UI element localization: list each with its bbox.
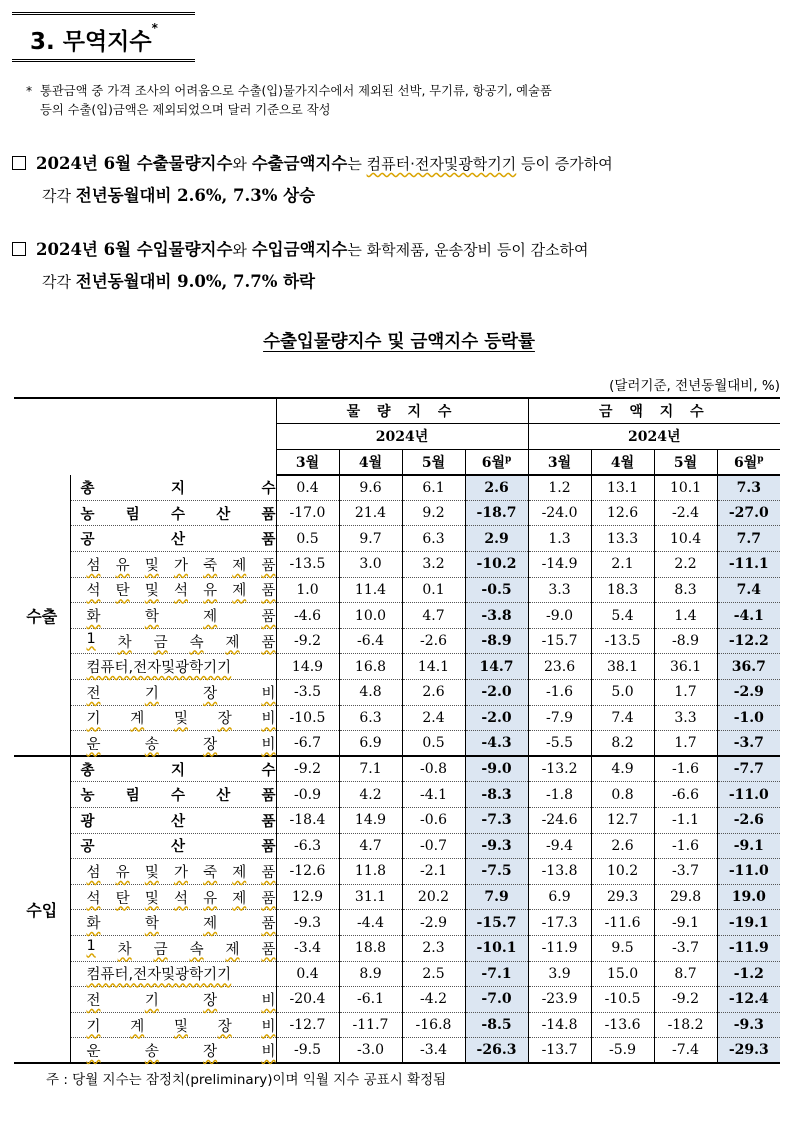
row-label: 화 학 제 품 <box>70 910 276 936</box>
volume-cell: -6.4 <box>339 628 402 654</box>
row-label: 농 림 수 산 품 <box>70 782 276 808</box>
value-cell: 1.7 <box>654 731 717 757</box>
bullet-line-2: 각각 전년동월대비 9.0%, 7.7% 하락 <box>42 272 316 291</box>
value-cell: -7.7 <box>717 756 780 782</box>
volume-index-header: 물 량 지 수 <box>276 398 528 424</box>
volume-cell: 1.0 <box>276 577 339 603</box>
value-cell: -3.7 <box>717 731 780 757</box>
value-cell: 38.1 <box>591 654 654 680</box>
value-year-header: 2024년 <box>528 424 780 450</box>
table-row <box>14 1012 780 1038</box>
row-label: 화 학 제 품 <box>70 603 276 629</box>
volume-cell: -0.5 <box>465 577 528 603</box>
volume-cell: -9.3 <box>276 910 339 936</box>
volume-cell: 31.1 <box>339 884 402 910</box>
volume-cell: 2.6 <box>402 680 465 706</box>
value-cell: 3.3 <box>528 577 591 603</box>
volume-cell: -2.0 <box>465 680 528 706</box>
volume-cell: -8.3 <box>465 782 528 808</box>
table-row <box>14 526 780 552</box>
value-cell: 8.3 <box>654 577 717 603</box>
value-cell: -27.0 <box>717 500 780 526</box>
value-cell: 18.3 <box>591 577 654 603</box>
volume-cell: 8.9 <box>339 961 402 987</box>
table-row <box>14 987 780 1013</box>
volume-cell: -3.5 <box>276 680 339 706</box>
value-cell: -29.3 <box>717 1038 780 1064</box>
row-label: 농 림 수 산 품 <box>70 500 276 526</box>
row-label: 컴퓨터,전자및광학기기 <box>70 654 276 680</box>
row-label: 석 탄 및 석 유 제 품 <box>70 577 276 603</box>
volume-cell: 14.9 <box>276 654 339 680</box>
volume-cell: -2.1 <box>402 859 465 885</box>
value-cell: 5.4 <box>591 603 654 629</box>
value-cell: -11.0 <box>717 782 780 808</box>
row-label: 총 지 수 <box>70 756 276 782</box>
value-cell: -1.8 <box>528 782 591 808</box>
value-cell: -12.2 <box>717 628 780 654</box>
volume-cell: -20.4 <box>276 987 339 1013</box>
value-cell: -2.4 <box>654 500 717 526</box>
value-cell: -3.7 <box>654 859 717 885</box>
table-row <box>14 1038 780 1064</box>
section-title-mark: * <box>151 21 158 35</box>
value-cell: -24.0 <box>528 500 591 526</box>
value-cell: -11.0 <box>717 859 780 885</box>
volume-cell: -3.4 <box>276 935 339 961</box>
volume-cell: -4.6 <box>276 603 339 629</box>
bullet-line-1: 2024년 6월 수입물량지수와 수입금액지수는 화학제품, 운송장비 등이 감소하여 <box>12 234 788 266</box>
checkbox-square-icon <box>12 156 26 170</box>
value-cell: -18.2 <box>654 1012 717 1038</box>
table-row <box>14 833 780 859</box>
value-cell: -9.1 <box>654 910 717 936</box>
volume-cell: -9.5 <box>276 1038 339 1064</box>
value-cell: -23.9 <box>528 987 591 1013</box>
note-line-2: 등의 수출(입)금액은 제외되었으며 달러 기준으로 작성 <box>40 103 331 117</box>
value-cell: 7.3 <box>717 475 780 501</box>
table-row <box>14 603 780 629</box>
volume-month-header: 6월$^p$ <box>465 449 528 475</box>
value-cell: -19.1 <box>717 910 780 936</box>
value-cell: 2.1 <box>591 552 654 578</box>
value-cell: -1.6 <box>654 756 717 782</box>
value-cell: 23.6 <box>528 654 591 680</box>
value-cell: -13.2 <box>528 756 591 782</box>
value-cell: 1.2 <box>528 475 591 501</box>
value-cell: 9.5 <box>591 935 654 961</box>
value-cell: -11.9 <box>717 935 780 961</box>
volume-cell: -16.8 <box>402 1012 465 1038</box>
row-label: 공 산 품 <box>70 526 276 552</box>
note-line-1: 통관금액 중 가격 조사의 어려움으로 수출(입)물가지수에서 제외된 선박, 무기류, 항공기, 예술품 <box>40 84 552 98</box>
volume-cell: -4.4 <box>339 910 402 936</box>
group-label: 수입 <box>14 756 70 1063</box>
volume-cell: 2.4 <box>402 705 465 731</box>
value-cell: 13.1 <box>591 475 654 501</box>
volume-cell: 20.2 <box>402 884 465 910</box>
value-cell: -15.7 <box>528 628 591 654</box>
value-month-header: 3월 <box>528 449 591 475</box>
value-cell: 12.6 <box>591 500 654 526</box>
volume-cell: 4.7 <box>339 833 402 859</box>
volume-cell: -7.1 <box>465 961 528 987</box>
volume-cell: -2.6 <box>402 628 465 654</box>
volume-cell: 11.8 <box>339 859 402 885</box>
volume-cell: -6.1 <box>339 987 402 1013</box>
volume-cell: -26.3 <box>465 1038 528 1064</box>
volume-cell: -0.7 <box>402 833 465 859</box>
row-label: 석 탄 및 석 유 제 품 <box>70 884 276 910</box>
volume-cell: 6.3 <box>402 526 465 552</box>
row-label: 1 차 금 속 제 품 <box>70 935 276 961</box>
row-label: 섬 유 및 가 죽 제 품 <box>70 859 276 885</box>
value-cell: -14.8 <box>528 1012 591 1038</box>
volume-cell: 7.9 <box>465 884 528 910</box>
volume-cell: -7.0 <box>465 987 528 1013</box>
volume-cell: 0.4 <box>276 961 339 987</box>
volume-cell: 2.9 <box>465 526 528 552</box>
volume-cell: 10.0 <box>339 603 402 629</box>
value-cell: 8.7 <box>654 961 717 987</box>
table-row <box>14 577 780 603</box>
checkbox-square-icon <box>12 242 26 256</box>
value-cell: 7.4 <box>591 705 654 731</box>
value-cell: -17.3 <box>528 910 591 936</box>
volume-cell: -12.7 <box>276 1012 339 1038</box>
summary-bullet-export <box>12 148 788 212</box>
row-label: 전 기 장 비 <box>70 680 276 706</box>
volume-cell: 3.2 <box>402 552 465 578</box>
row-label: 기 계 및 장 비 <box>70 1012 276 1038</box>
table-row <box>14 859 780 885</box>
value-cell: 7.7 <box>717 526 780 552</box>
volume-cell: -3.8 <box>465 603 528 629</box>
value-cell: -5.5 <box>528 731 591 757</box>
table-row <box>14 782 780 808</box>
volume-cell: 3.0 <box>339 552 402 578</box>
volume-cell: 14.7 <box>465 654 528 680</box>
volume-cell: -6.7 <box>276 731 339 757</box>
value-cell: 36.7 <box>717 654 780 680</box>
volume-cell: -8.5 <box>465 1012 528 1038</box>
volume-cell: -6.3 <box>276 833 339 859</box>
volume-cell: 9.7 <box>339 526 402 552</box>
volume-cell: 0.5 <box>276 526 339 552</box>
preliminary-mark: p <box>505 454 512 465</box>
table-row <box>14 961 780 987</box>
volume-cell: 2.5 <box>402 961 465 987</box>
volume-cell: 14.1 <box>402 654 465 680</box>
volume-cell: -2.0 <box>465 705 528 731</box>
value-cell: -13.5 <box>591 628 654 654</box>
volume-cell: -4.2 <box>402 987 465 1013</box>
row-label: 1 차 금 속 제 품 <box>70 628 276 654</box>
value-cell: -1.0 <box>717 705 780 731</box>
section-heading <box>12 12 195 62</box>
table-row <box>14 628 780 654</box>
volume-cell: -8.9 <box>465 628 528 654</box>
volume-cell: -3.4 <box>402 1038 465 1064</box>
volume-cell: -3.0 <box>339 1038 402 1064</box>
value-cell: 12.7 <box>591 808 654 834</box>
value-cell: 10.1 <box>654 475 717 501</box>
volume-cell: -9.2 <box>276 756 339 782</box>
volume-cell: -9.2 <box>276 628 339 654</box>
value-month-header: 6월$^p$ <box>717 449 780 475</box>
volume-cell: -11.7 <box>339 1012 402 1038</box>
volume-month-header: 5월 <box>402 449 465 475</box>
table-footnote: 주 : 당월 지수는 잠정치(preliminary)이며 익월 지수 공표시 확정됨 <box>46 1072 447 1088</box>
value-cell: 4.9 <box>591 756 654 782</box>
volume-cell: -4.1 <box>402 782 465 808</box>
value-cell: -2.9 <box>717 680 780 706</box>
value-cell: -1.6 <box>654 833 717 859</box>
value-cell: 1.4 <box>654 603 717 629</box>
volume-month-header: 4월 <box>339 449 402 475</box>
value-cell: 15.0 <box>591 961 654 987</box>
value-cell: -14.9 <box>528 552 591 578</box>
table-row <box>14 808 780 834</box>
group-label: 수출 <box>14 475 70 757</box>
value-cell: 7.4 <box>717 577 780 603</box>
value-cell: 0.8 <box>591 782 654 808</box>
value-cell: -9.2 <box>654 987 717 1013</box>
table-row <box>14 731 780 757</box>
table-row <box>14 910 780 936</box>
bullet-line-2: 각각 전년동월대비 2.6%, 7.3% 상승 <box>42 186 316 205</box>
value-cell: -9.1 <box>717 833 780 859</box>
summary-bullet-import <box>12 234 788 298</box>
index-change-table <box>14 397 780 1064</box>
volume-cell: 18.8 <box>339 935 402 961</box>
value-cell: 2.2 <box>654 552 717 578</box>
row-label: 섬 유 및 가 죽 제 품 <box>70 552 276 578</box>
table-row <box>14 884 780 910</box>
value-cell: 36.1 <box>654 654 717 680</box>
value-cell: -11.1 <box>717 552 780 578</box>
value-month-header: 5월 <box>654 449 717 475</box>
volume-cell: -2.9 <box>402 910 465 936</box>
volume-cell: 9.2 <box>402 500 465 526</box>
volume-cell: 14.9 <box>339 808 402 834</box>
volume-cell: 16.8 <box>339 654 402 680</box>
table-row <box>14 705 780 731</box>
volume-cell: -7.3 <box>465 808 528 834</box>
volume-cell: -13.5 <box>276 552 339 578</box>
volume-cell: -18.4 <box>276 808 339 834</box>
row-label: 총 지 수 <box>70 475 276 501</box>
volume-month-header: 3월 <box>276 449 339 475</box>
row-label: 공 산 품 <box>70 833 276 859</box>
row-label: 기 계 및 장 비 <box>70 705 276 731</box>
volume-cell: -9.0 <box>465 756 528 782</box>
volume-cell: 4.8 <box>339 680 402 706</box>
value-cell: 2.6 <box>591 833 654 859</box>
value-cell: -6.6 <box>654 782 717 808</box>
value-cell: 3.3 <box>654 705 717 731</box>
value-cell: -7.4 <box>654 1038 717 1064</box>
volume-cell: -0.8 <box>402 756 465 782</box>
value-cell: 10.2 <box>591 859 654 885</box>
header-corner <box>14 398 276 475</box>
value-cell: 13.3 <box>591 526 654 552</box>
value-cell: 1.3 <box>528 526 591 552</box>
value-cell: -3.7 <box>654 935 717 961</box>
value-cell: -11.9 <box>528 935 591 961</box>
volume-cell: 2.3 <box>402 935 465 961</box>
value-month-header: 4월 <box>591 449 654 475</box>
volume-cell: -15.7 <box>465 910 528 936</box>
table-row <box>14 552 780 578</box>
table-unit: (달러기준, 전년동월대비, %) <box>609 378 780 394</box>
volume-cell: 6.9 <box>339 731 402 757</box>
volume-cell: -4.3 <box>465 731 528 757</box>
value-cell: -8.9 <box>654 628 717 654</box>
value-cell: -9.3 <box>717 1012 780 1038</box>
volume-cell: -10.5 <box>276 705 339 731</box>
table-row <box>14 680 780 706</box>
value-cell: -13.8 <box>528 859 591 885</box>
volume-cell: -0.6 <box>402 808 465 834</box>
value-cell: -5.9 <box>591 1038 654 1064</box>
value-cell: 19.0 <box>717 884 780 910</box>
table-row <box>14 475 780 501</box>
bullet-line-1: 2024년 6월 수출물량지수와 수출금액지수는 컴퓨터·전자및광학기기 등이 증가하여 <box>12 148 788 180</box>
value-cell: -13.7 <box>528 1038 591 1064</box>
volume-cell: -17.0 <box>276 500 339 526</box>
row-label: 운 송 장 비 <box>70 1038 276 1064</box>
preliminary-mark: p <box>757 454 764 465</box>
volume-year-header: 2024년 <box>276 424 528 450</box>
volume-cell: 4.2 <box>339 782 402 808</box>
volume-cell: 6.3 <box>339 705 402 731</box>
value-cell: 29.3 <box>591 884 654 910</box>
volume-cell: 7.1 <box>339 756 402 782</box>
value-cell: -1.2 <box>717 961 780 987</box>
volume-cell: -10.2 <box>465 552 528 578</box>
row-label: 컴퓨터,전자및광학기기 <box>70 961 276 987</box>
table-row <box>14 935 780 961</box>
value-cell: 6.9 <box>528 884 591 910</box>
value-cell: 5.0 <box>591 680 654 706</box>
volume-cell: -7.5 <box>465 859 528 885</box>
value-cell: 10.4 <box>654 526 717 552</box>
volume-cell: -10.1 <box>465 935 528 961</box>
table-row <box>14 500 780 526</box>
volume-cell: 6.1 <box>402 475 465 501</box>
value-cell: -10.5 <box>591 987 654 1013</box>
value-cell: -13.6 <box>591 1012 654 1038</box>
volume-cell: 12.9 <box>276 884 339 910</box>
row-label: 광 산 품 <box>70 808 276 834</box>
volume-cell: -18.7 <box>465 500 528 526</box>
volume-cell: 2.6 <box>465 475 528 501</box>
row-label: 운 송 장 비 <box>70 731 276 757</box>
value-cell: -9.0 <box>528 603 591 629</box>
volume-cell: -0.9 <box>276 782 339 808</box>
table-title: 수출입물량지수 및 금액지수 등락률 <box>263 332 535 352</box>
value-cell: 29.8 <box>654 884 717 910</box>
value-cell: -1.6 <box>528 680 591 706</box>
note-asterisk: * <box>26 84 33 98</box>
volume-cell: 0.1 <box>402 577 465 603</box>
value-cell: -2.6 <box>717 808 780 834</box>
volume-cell: 21.4 <box>339 500 402 526</box>
value-index-header: 금 액 지 수 <box>528 398 780 424</box>
value-cell: -4.1 <box>717 603 780 629</box>
volume-cell: 11.4 <box>339 577 402 603</box>
volume-cell: -12.6 <box>276 859 339 885</box>
value-cell: 3.9 <box>528 961 591 987</box>
value-cell: -9.4 <box>528 833 591 859</box>
table-row <box>14 756 780 782</box>
volume-cell: 9.6 <box>339 475 402 501</box>
value-cell: -1.1 <box>654 808 717 834</box>
value-cell: 8.2 <box>591 731 654 757</box>
volume-cell: 0.4 <box>276 475 339 501</box>
volume-cell: 0.5 <box>402 731 465 757</box>
value-cell: -12.4 <box>717 987 780 1013</box>
value-cell: 1.7 <box>654 680 717 706</box>
value-cell: -7.9 <box>528 705 591 731</box>
table-row <box>14 654 780 680</box>
section-title: 3. 무역지수* <box>30 21 158 55</box>
volume-cell: -9.3 <box>465 833 528 859</box>
row-label: 전 기 장 비 <box>70 987 276 1013</box>
value-cell: -24.6 <box>528 808 591 834</box>
volume-cell: 4.7 <box>402 603 465 629</box>
value-cell: -11.6 <box>591 910 654 936</box>
